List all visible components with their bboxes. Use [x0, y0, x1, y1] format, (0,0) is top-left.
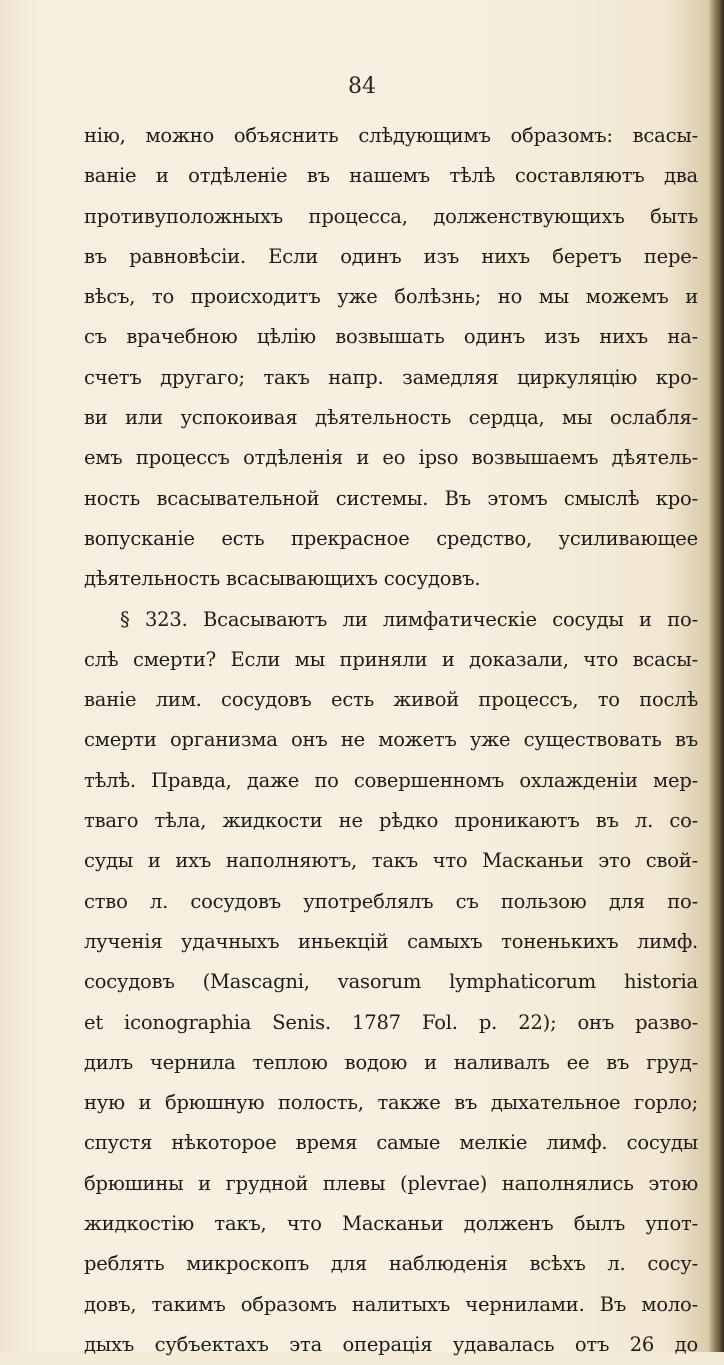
text-line: слѣ смерти? Если мы приняли и доказали, что всасы-	[84, 647, 698, 671]
paragraph-end-line: дѣятельность всасывающихъ сосудовъ.	[84, 567, 481, 591]
text-line: съ врачебною цѣлію возвышать одинъ изъ нихъ на-	[84, 325, 698, 349]
text-line: брюшины и грудной плевы (plevrae) наполнялись этою	[84, 1171, 698, 1195]
text-line: въ равновѣсіи. Если одинъ изъ нихъ беретъ пере-	[84, 244, 698, 268]
text-line: ваніе и отдѣленіе въ нашемъ тѣлѣ составляютъ два	[84, 164, 698, 188]
text-line: нію, можно объяснить слѣдующимъ образомъ: всасы-	[84, 124, 698, 147]
text-line: счетъ другаго; такъ напр. замедляя циркуляцію кро-	[84, 365, 698, 389]
text-line: емъ процессъ отдѣленія и eo ipso возвышаемъ дѣятель-	[84, 446, 698, 470]
text-line: довъ, такимъ образомъ налитыхъ чернилами. Въ моло-	[84, 1292, 698, 1316]
page-number: 84	[348, 74, 376, 99]
text-line: ваніе лим. сосудовъ есть живой процессъ, то послѣ	[84, 688, 698, 712]
text-line: спустя нѣкоторое время самые мелкіе лимф. сосуды	[84, 1131, 698, 1155]
section-heading-line: § 323. Всасываютъ ли лимфатическіе сосуды и по-	[120, 607, 698, 631]
text-line: лученія удачныхъ иньекцій самыхъ тоненькихъ лимф.	[84, 929, 698, 953]
text-line: дилъ чернила теплою водою и наливалъ ее въ груд-	[84, 1050, 698, 1074]
text-line: ви или успокоивая дѣятельность сердца, мы ослабля-	[84, 406, 698, 430]
text-line: тваго тѣла, жидкости не рѣдко проникаютъ въ л. со-	[84, 809, 698, 833]
text-line: жидкостію такъ, что Масканьи долженъ былъ упот-	[84, 1212, 698, 1236]
text-line: ную и брюшную полость, также въ дыхательное горло;	[84, 1091, 698, 1115]
text-line: суды и ихъ наполняютъ, такъ что Масканьи это свой-	[84, 849, 698, 873]
text-line: вопусканіе есть прекрасное средство, усиливающее	[84, 526, 698, 550]
text-line: противуположныхъ процесса, долженствующихъ быть	[84, 204, 698, 228]
text-line: ность всасывательной системы. Въ этомъ смыслѣ кро-	[84, 486, 698, 510]
text-line: дыхъ субъектахъ эта операція удавалась отъ 26 до	[84, 1332, 698, 1356]
text-line: et iconographia Senis. 1787 Fol. p. 22); онъ разво-	[84, 1010, 698, 1034]
text-line: ство л. сосудовъ употреблялъ съ пользою для по-	[84, 889, 698, 913]
text-line: смерти организма онъ не можетъ уже существовать въ	[84, 728, 698, 752]
text-line: вѣсъ, то происходитъ уже болѣзнь; но мы можемъ и	[84, 285, 698, 309]
text-line: тѣлѣ. Правда, даже по совершенномъ охлажденіи мер-	[84, 768, 698, 792]
text-line: реблять микроскопъ для наблюденія всѣхъ л. сосу-	[84, 1252, 698, 1276]
text-line: сосудовъ (Mascagni, vasorum lymphaticorum historia	[84, 970, 698, 994]
page-edge-shadow	[708, 0, 724, 1352]
body-text	[84, 116, 698, 1365]
